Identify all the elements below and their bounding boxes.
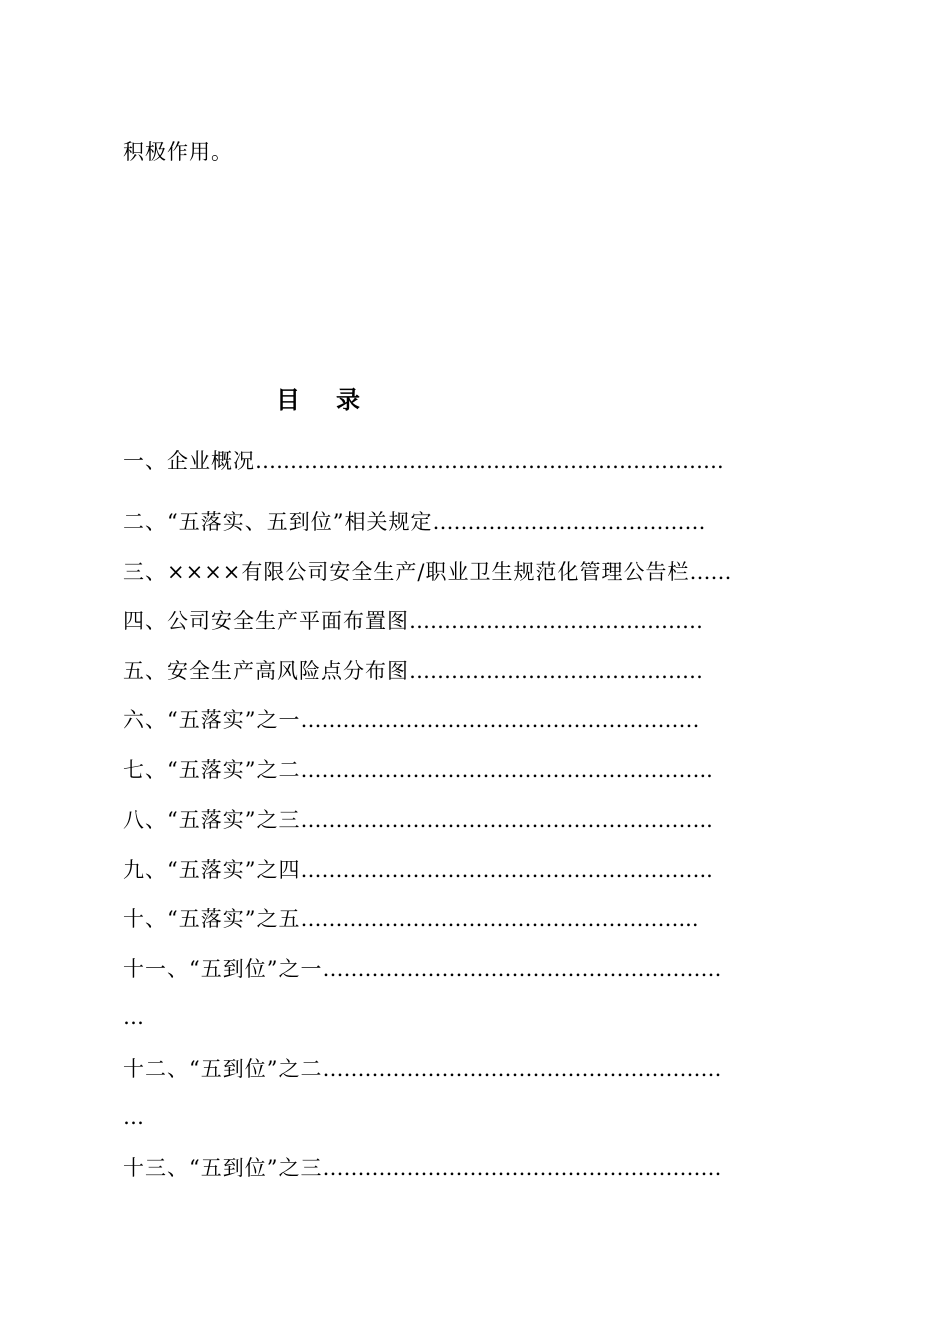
toc-entry-1[interactable] xyxy=(123,447,724,475)
toc-entry-12-continuation: … xyxy=(123,1105,145,1129)
toc-entry-label: 十二、“五到位”之二 xyxy=(123,1057,323,1081)
toc-entry-label: 四、公司安全生产平面布置图 xyxy=(123,609,409,633)
toc-entry-leader: ………………………………………………… xyxy=(322,1057,722,1081)
toc-entry-label: 一、企业概况 xyxy=(123,449,255,473)
toc-entry-6[interactable] xyxy=(123,706,699,734)
toc-entry-leader: ………………………………………………... xyxy=(300,907,699,931)
body-paragraph-tail: 积极作用。 xyxy=(123,140,233,164)
toc-entry-label: 二、“五落实、五到位”相关规定 xyxy=(123,510,433,534)
toc-entry-leader: …………………………………… xyxy=(409,609,703,633)
toc-title-part1: 目 xyxy=(276,386,300,414)
toc-entry-leader: ………………………………………………….. xyxy=(300,758,713,782)
toc-entry-label: 八、“五落实”之三 xyxy=(123,808,301,832)
toc-title xyxy=(276,384,360,416)
toc-title-part2: 录 xyxy=(336,386,360,414)
toc-entry-11-continuation: … xyxy=(123,1005,145,1029)
toc-entry-label: 十三、“五到位”之三 xyxy=(123,1156,323,1180)
toc-entry-8[interactable] xyxy=(123,806,713,834)
toc-entry-label: 十、“五落实”之五 xyxy=(123,907,301,931)
toc-entry-leader: ………………………………………………….. xyxy=(300,858,713,882)
toc-entry-leader: ………………………………………………….. xyxy=(300,808,713,832)
toc-entry-leader: …………………………………… xyxy=(409,659,703,683)
toc-entry-13[interactable] xyxy=(123,1154,721,1182)
toc-entry-5[interactable] xyxy=(123,657,703,685)
toc-entry-leader: …………………………………………………………. xyxy=(255,449,724,473)
toc-entry-leader: …… xyxy=(689,560,732,584)
toc-entry-4[interactable] xyxy=(123,607,703,635)
toc-entry-label: 十一、“五到位”之一 xyxy=(123,957,323,981)
toc-entry-leader: ………………………………………………… xyxy=(300,708,700,732)
toc-entry-label: 九、“五落实”之四 xyxy=(123,858,301,882)
toc-entry-leader: ………………………………………………… xyxy=(322,957,722,981)
toc-entry-10[interactable] xyxy=(123,905,699,933)
toc-entry-label: 三、××××有限公司安全生产/职业卫生规范化管理公告栏 xyxy=(123,560,690,584)
toc-entry-7[interactable] xyxy=(123,756,713,784)
toc-entry-2[interactable] xyxy=(123,508,705,536)
toc-entry-label: 六、“五落实”之一 xyxy=(123,708,301,732)
toc-entry-3[interactable] xyxy=(123,558,731,586)
toc-entry-11[interactable] xyxy=(123,955,721,983)
toc-entry-label: 七、“五落实”之二 xyxy=(123,758,301,782)
toc-entry-9[interactable] xyxy=(123,856,713,884)
toc-entry-label: 五、安全生产高风险点分布图 xyxy=(123,659,409,683)
toc-entry-leader: ………………………………… xyxy=(432,510,706,534)
toc-entry-12[interactable] xyxy=(123,1055,721,1083)
toc-entry-leader: ………………………………………………… xyxy=(322,1156,722,1180)
